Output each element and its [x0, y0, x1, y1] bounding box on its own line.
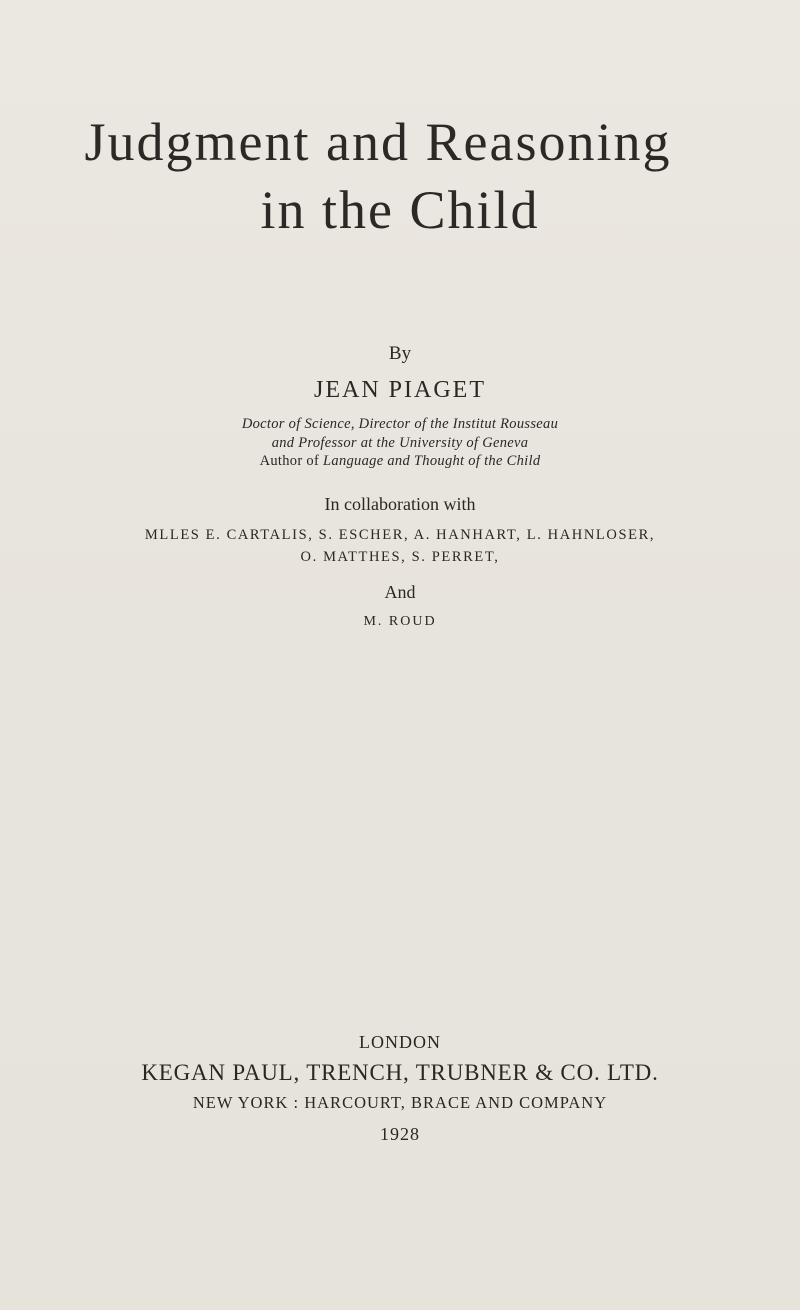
final-collaborator: M. ROUD: [363, 614, 437, 629]
and-label: And: [384, 582, 416, 602]
author-credentials-line-1: Doctor of Science, Director of the Institut Rousseau: [241, 416, 559, 432]
imprint-new-york: NEW YORK : HARCOURT, BRACE AND COMPANY: [192, 1093, 608, 1112]
collaboration-intro: In collaboration with: [324, 494, 476, 514]
author-credentials-line-2: and Professor at the University of Geneva: [271, 435, 529, 451]
author-of-label: Author of: [259, 453, 320, 469]
imprint-year: 1928: [380, 1124, 420, 1144]
book-title-line-2: in the Child: [260, 180, 540, 240]
author-credentials-line-3: [0, 452, 800, 471]
imprint-city: LONDON: [359, 1032, 441, 1052]
by-label: By: [388, 343, 412, 364]
collaborators-line-1: MLLES E. CARTALIS, S. ESCHER, A. HANHART, L. HAHNLOSER,: [144, 527, 656, 543]
author-name: JEAN PIAGET: [314, 377, 486, 403]
book-title-line-1: Judgment and Reasoning: [84, 112, 672, 172]
imprint-publisher: KEGAN PAUL, TRENCH, TRUBNER & CO. LTD.: [141, 1060, 659, 1085]
previous-work-title: Language and Thought of the Child: [323, 453, 541, 469]
collaborators-line-2: O. MATTHES, S. PERRET,: [300, 549, 500, 565]
